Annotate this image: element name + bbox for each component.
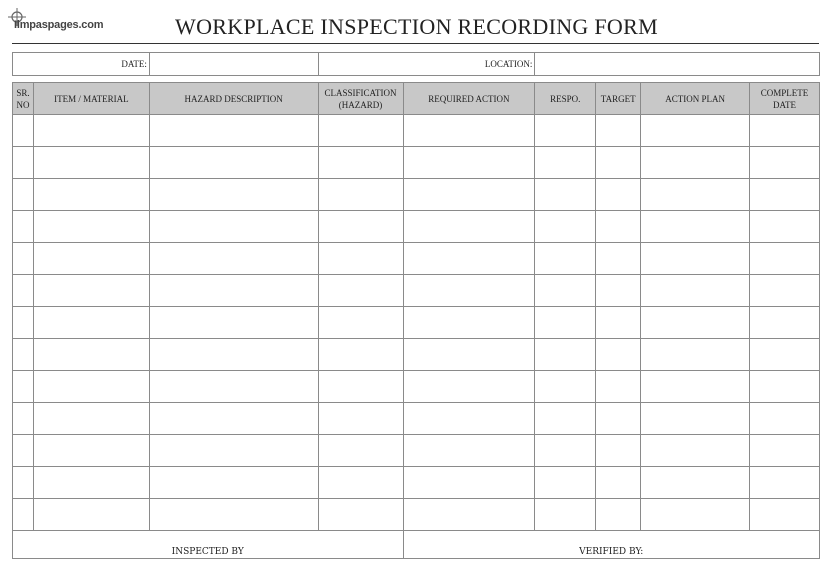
table-cell[interactable]	[535, 339, 596, 371]
table-cell[interactable]	[596, 211, 641, 243]
table-cell[interactable]	[33, 211, 149, 243]
table-cell[interactable]	[403, 307, 535, 339]
table-cell[interactable]	[596, 275, 641, 307]
table-cell[interactable]	[318, 275, 403, 307]
table-cell[interactable]	[749, 115, 819, 147]
table-cell[interactable]	[535, 403, 596, 435]
table-cell[interactable]	[749, 243, 819, 275]
table-cell[interactable]	[33, 275, 149, 307]
signature-row	[13, 531, 820, 559]
header-info-table	[12, 52, 820, 76]
table-cell[interactable]	[535, 307, 596, 339]
table-row	[13, 371, 820, 403]
table-cell[interactable]	[318, 435, 403, 467]
table-cell[interactable]	[33, 339, 149, 371]
table-cell[interactable]	[596, 115, 641, 147]
column-header: COMPLETE DATE	[749, 83, 819, 115]
table-cell[interactable]	[535, 435, 596, 467]
table-cell[interactable]	[13, 115, 34, 147]
table-cell[interactable]	[641, 115, 750, 147]
table-cell[interactable]	[149, 307, 318, 339]
table-cell[interactable]	[149, 243, 318, 275]
table-cell[interactable]	[33, 179, 149, 211]
table-cell[interactable]	[33, 307, 149, 339]
table-cell[interactable]	[149, 499, 318, 531]
table-cell[interactable]	[13, 371, 34, 403]
table-cell[interactable]	[13, 403, 34, 435]
table-row	[13, 179, 820, 211]
table-cell[interactable]	[535, 467, 596, 499]
table-row	[13, 435, 820, 467]
table-cell[interactable]	[749, 179, 819, 211]
table-cell[interactable]	[535, 243, 596, 275]
table-row	[13, 307, 820, 339]
table-cell[interactable]	[13, 339, 34, 371]
table-cell[interactable]	[641, 499, 750, 531]
table-cell[interactable]	[641, 211, 750, 243]
table-body	[13, 115, 820, 531]
table-cell[interactable]	[318, 403, 403, 435]
table-cell[interactable]	[318, 115, 403, 147]
table-header-row	[13, 83, 820, 115]
table-row	[13, 467, 820, 499]
table-cell[interactable]	[641, 339, 750, 371]
table-row	[13, 499, 820, 531]
table-cell[interactable]	[641, 435, 750, 467]
table-cell[interactable]	[749, 499, 819, 531]
table-cell[interactable]	[13, 211, 34, 243]
table-cell[interactable]	[149, 339, 318, 371]
table-cell[interactable]	[749, 371, 819, 403]
logo-text: Ilmpaspages.com	[14, 19, 104, 31]
table-cell[interactable]	[149, 115, 318, 147]
table-cell[interactable]	[149, 179, 318, 211]
table-cell[interactable]	[535, 371, 596, 403]
table-cell[interactable]	[318, 307, 403, 339]
table-row	[13, 211, 820, 243]
table-cell[interactable]	[596, 499, 641, 531]
table-cell[interactable]	[535, 499, 596, 531]
table-cell[interactable]	[318, 499, 403, 531]
table-cell[interactable]	[403, 275, 535, 307]
table-cell[interactable]	[641, 275, 750, 307]
table-cell[interactable]	[13, 499, 34, 531]
table-cell[interactable]	[641, 371, 750, 403]
table-cell[interactable]	[318, 179, 403, 211]
verified-by-field[interactable]: VERIFIED BY:	[403, 531, 820, 559]
table-cell[interactable]	[596, 467, 641, 499]
inspection-table	[12, 82, 820, 559]
table-row	[13, 403, 820, 435]
table-cell[interactable]	[13, 179, 34, 211]
table-cell[interactable]	[535, 211, 596, 243]
table-cell[interactable]	[641, 307, 750, 339]
location-field[interactable]	[535, 53, 820, 76]
table-cell[interactable]	[535, 147, 596, 179]
table-cell[interactable]	[596, 147, 641, 179]
column-header: REQUIRED ACTION	[403, 83, 535, 115]
inspected-by-field[interactable]: INSPECTED BY	[13, 531, 404, 559]
table-cell[interactable]	[318, 211, 403, 243]
table-cell[interactable]	[535, 275, 596, 307]
table-cell[interactable]	[596, 435, 641, 467]
column-header: ITEM / MATERIAL	[33, 83, 149, 115]
table-cell[interactable]	[33, 243, 149, 275]
table-row	[13, 275, 820, 307]
date-field[interactable]	[149, 53, 318, 76]
table-cell[interactable]	[33, 403, 149, 435]
table-cell[interactable]	[149, 435, 318, 467]
table-row	[13, 147, 820, 179]
table-cell[interactable]	[403, 115, 535, 147]
table-cell[interactable]	[749, 467, 819, 499]
table-cell[interactable]	[403, 243, 535, 275]
table-cell[interactable]	[749, 403, 819, 435]
table-cell[interactable]	[403, 467, 535, 499]
table-cell[interactable]	[33, 147, 149, 179]
table-cell[interactable]	[13, 147, 34, 179]
table-cell[interactable]	[749, 307, 819, 339]
table-cell[interactable]	[33, 435, 149, 467]
table-cell[interactable]	[149, 147, 318, 179]
table-cell[interactable]	[13, 243, 34, 275]
table-cell[interactable]	[641, 179, 750, 211]
column-header: HAZARD DESCRIPTION	[149, 83, 318, 115]
table-row	[13, 243, 820, 275]
table-cell[interactable]	[641, 243, 750, 275]
table-cell[interactable]	[403, 403, 535, 435]
table-cell[interactable]	[403, 179, 535, 211]
table-cell[interactable]	[596, 179, 641, 211]
table-cell[interactable]	[149, 467, 318, 499]
table-cell[interactable]	[535, 115, 596, 147]
table-cell[interactable]	[13, 467, 34, 499]
table-cell[interactable]	[403, 499, 535, 531]
table-cell[interactable]	[318, 147, 403, 179]
table-cell[interactable]	[318, 371, 403, 403]
table-cell[interactable]	[403, 435, 535, 467]
column-header: TARGET	[596, 83, 641, 115]
table-cell[interactable]	[33, 499, 149, 531]
form-title: WORKPLACE INSPECTION RECORDING FORM	[175, 14, 658, 39]
table-cell[interactable]	[13, 275, 34, 307]
date-label: DATE:	[13, 53, 150, 76]
table-cell[interactable]	[33, 467, 149, 499]
table-cell[interactable]	[33, 371, 149, 403]
table-cell[interactable]	[641, 467, 750, 499]
table-cell[interactable]	[149, 371, 318, 403]
table-cell[interactable]	[403, 211, 535, 243]
column-header: CLASSIFICATION (HAZARD)	[318, 83, 403, 115]
location-label: LOCATION:	[318, 53, 535, 76]
table-cell[interactable]	[596, 243, 641, 275]
table-cell[interactable]	[33, 115, 149, 147]
table-cell[interactable]	[596, 403, 641, 435]
table-row	[13, 339, 820, 371]
table-cell[interactable]	[13, 307, 34, 339]
table-cell[interactable]	[749, 147, 819, 179]
column-header: ACTION PLAN	[641, 83, 750, 115]
table-cell[interactable]	[149, 211, 318, 243]
column-header: RESPO.	[535, 83, 596, 115]
table-cell[interactable]	[318, 243, 403, 275]
table-cell[interactable]	[13, 435, 34, 467]
table-cell[interactable]	[641, 403, 750, 435]
table-cell[interactable]	[149, 275, 318, 307]
table-cell[interactable]	[749, 435, 819, 467]
title-underline	[12, 43, 819, 44]
table-cell[interactable]	[403, 147, 535, 179]
table-cell[interactable]	[596, 307, 641, 339]
column-header: SR. NO	[13, 83, 34, 115]
table-cell[interactable]	[596, 371, 641, 403]
table-cell[interactable]	[403, 339, 535, 371]
table-cell[interactable]	[749, 211, 819, 243]
table-row	[13, 115, 820, 147]
table-cell[interactable]	[749, 275, 819, 307]
table-cell[interactable]	[403, 371, 535, 403]
table-cell[interactable]	[641, 147, 750, 179]
table-cell[interactable]	[596, 339, 641, 371]
table-cell[interactable]	[749, 339, 819, 371]
table-cell[interactable]	[149, 403, 318, 435]
table-cell[interactable]	[535, 179, 596, 211]
table-cell[interactable]	[318, 467, 403, 499]
table-cell[interactable]	[318, 339, 403, 371]
